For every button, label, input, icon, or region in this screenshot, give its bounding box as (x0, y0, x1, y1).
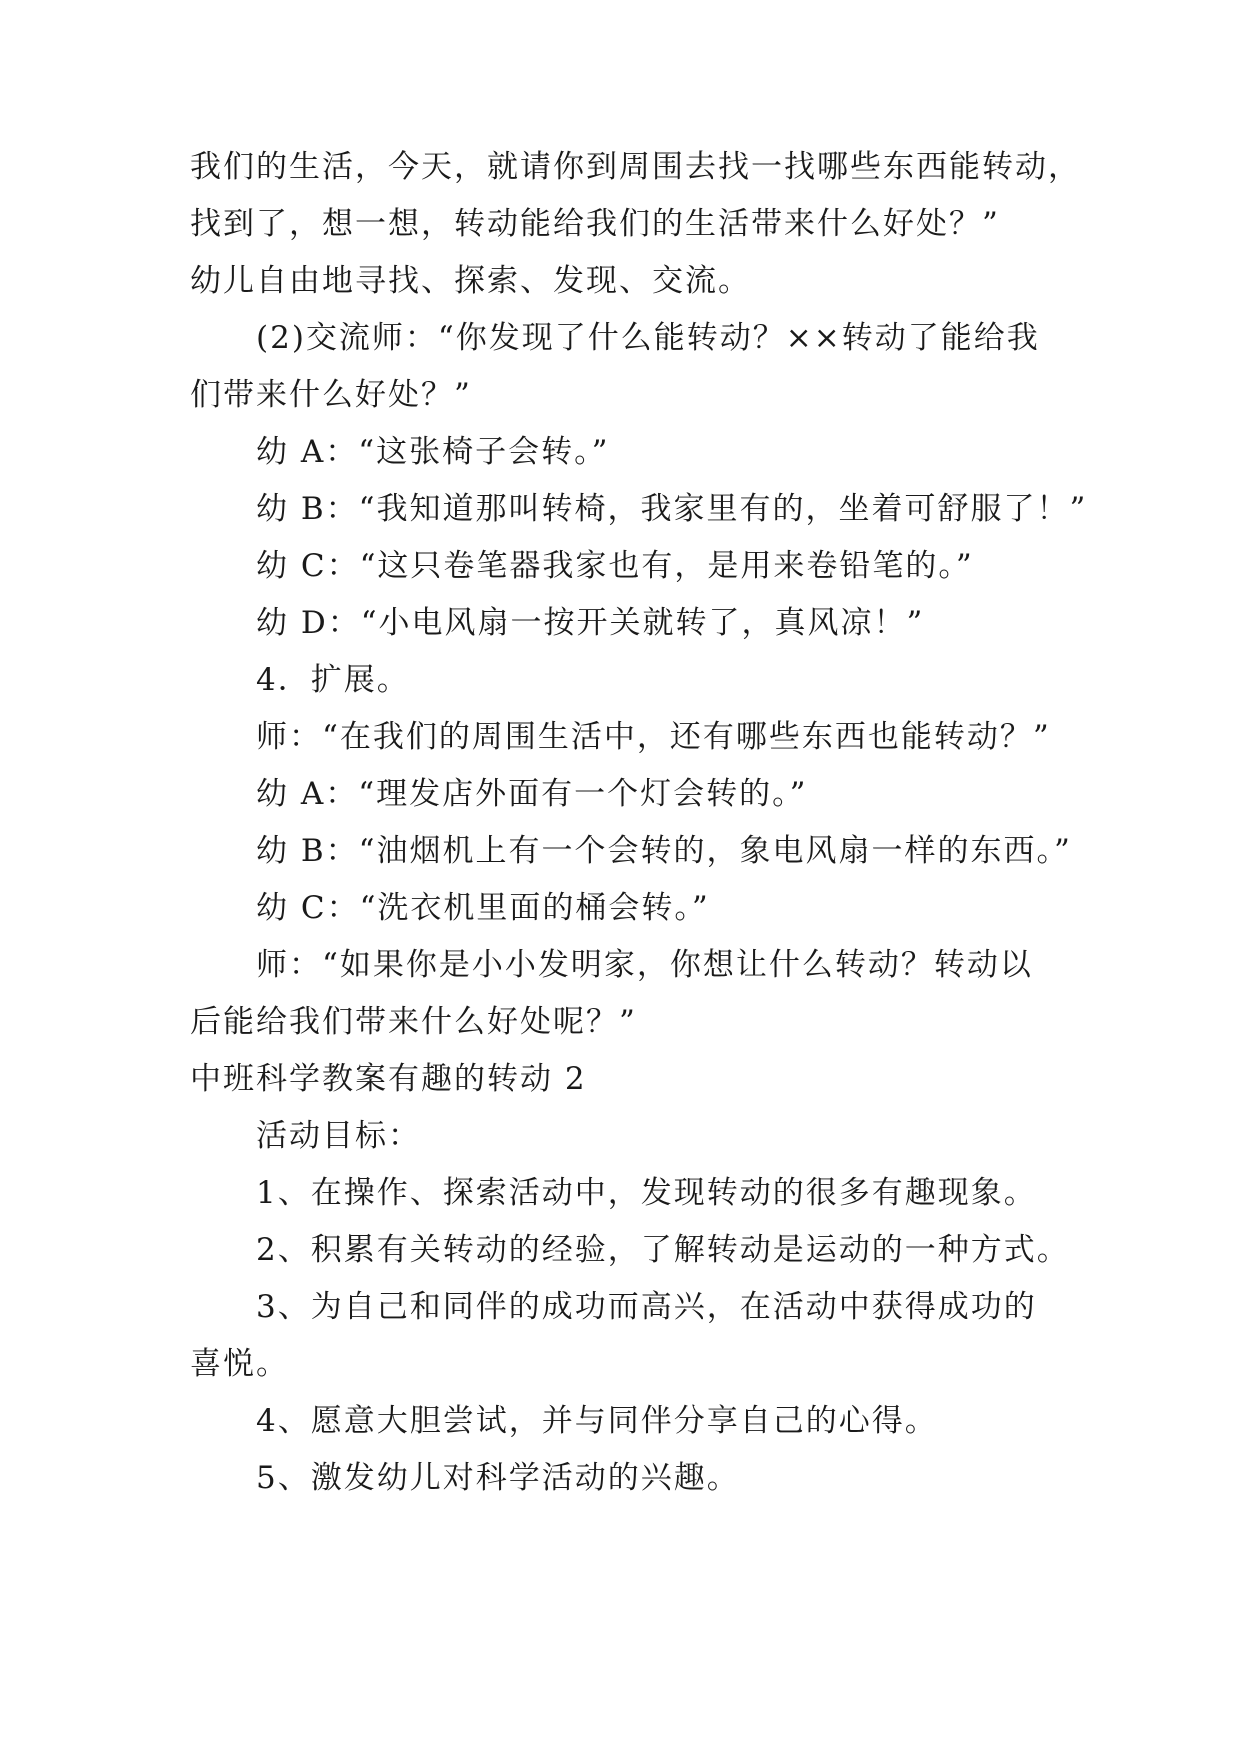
goal-item: 4、愿意大胆尝试，并与同伴分享自己的心得。 (256, 1403, 938, 1439)
goal-item: 5、激发幼儿对科学活动的兴趣。 (256, 1460, 740, 1496)
dialogue-line: 幼 D：“小电风扇一按开关就转了，真风凉！” (256, 605, 925, 641)
dialogue-line: 幼 C：“这只卷笔器我家也有，是用来卷铅笔的。” (256, 548, 974, 584)
text-line: (2)交流师：“你发现了什么能转动？××转动了能给我 (256, 320, 1040, 356)
dialogue-line: 幼 B：“油烟机上有一个会转的，象电风扇一样的东西。” (256, 833, 1072, 869)
text-line: 后能给我们带来什么好处呢？” (190, 1004, 637, 1040)
text-line: 我们的生活，今天，就请你到周围去找一找哪些东西能转动， (190, 149, 1081, 185)
text-line: 们带来什么好处？” (190, 377, 472, 413)
text-line: 找到了，想一想，转动能给我们的生活带来什么好处？” (190, 206, 1000, 242)
text-line: 喜悦。 (190, 1346, 289, 1382)
dialogue-line: 幼 C：“洗衣机里面的桶会转。” (256, 890, 710, 926)
dialogue-line: 幼 B：“我知道那叫转椅，我家里有的，坐着可舒服了！” (256, 491, 1088, 527)
goal-item: 3、为自己和同伴的成功而高兴，在活动中获得成功的 (256, 1289, 1037, 1325)
section-step: 4．扩展。 (256, 662, 410, 698)
text-line: 幼儿自由地寻找、探索、发现、交流。 (190, 263, 751, 299)
dialogue-line: 师：“如果你是小小发明家，你想让什么转动？转动以 (256, 947, 1033, 983)
section-title: 中班科学教案有趣的转动 2 (190, 1061, 587, 1097)
subsection-heading: 活动目标： (256, 1118, 421, 1154)
goal-item: 1、在操作、探索活动中，发现转动的很多有趣现象。 (256, 1175, 1037, 1211)
dialogue-line: 幼 A：“理发店外面有一个灯会转的。” (256, 776, 808, 812)
dialogue-line: 幼 A：“这张椅子会转。” (256, 434, 610, 470)
goal-item: 2、积累有关转动的经验，了解转动是运动的一种方式。 (256, 1232, 1070, 1268)
dialogue-line: 师：“在我们的周围生活中，还有哪些东西也能转动？” (256, 719, 1051, 755)
